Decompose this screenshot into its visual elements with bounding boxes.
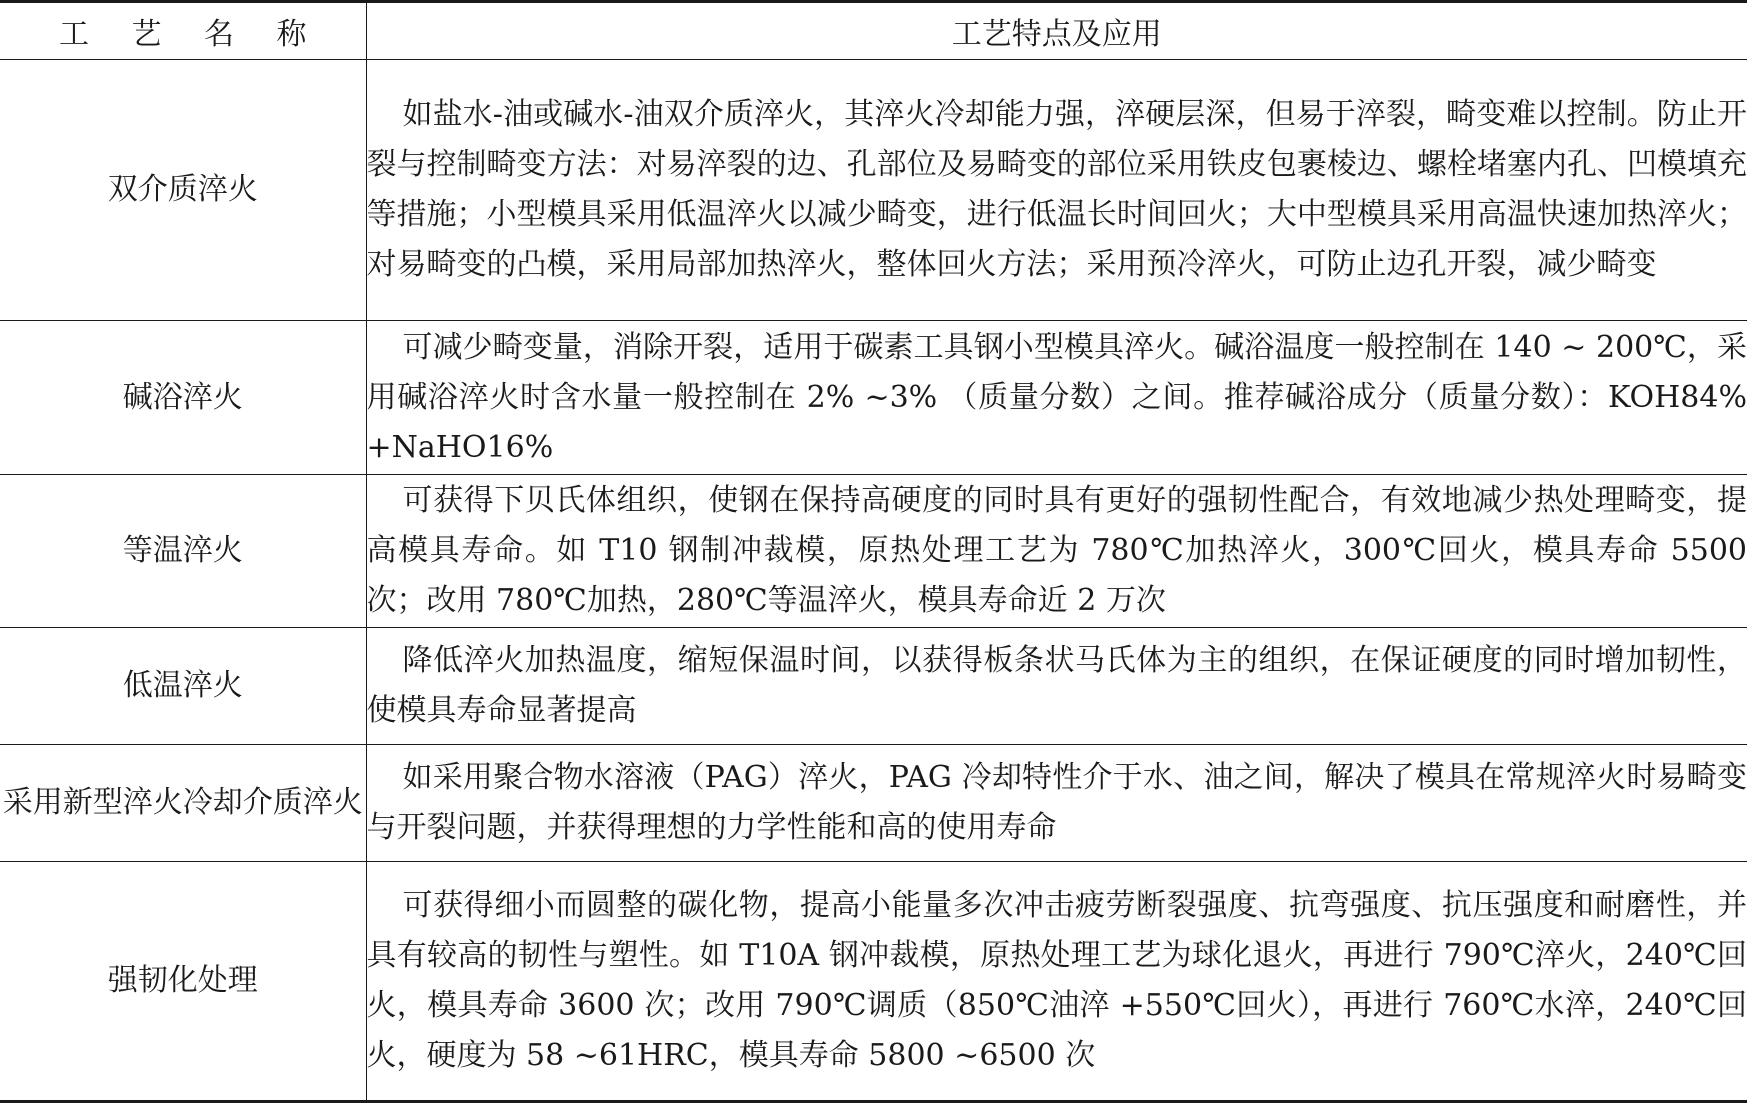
process-description-text: 可获得下贝氏体组织，使钢在保持高硬度的同时具有更好的强韧性配合，有效地减少热处理畸变，提高模具寿命。如 T10 钢制冲裁模，原热处理工艺为 780℃加热淬火，300℃回火，模具寿命 5500 次；改用 780℃加热，280℃等温淬火，模具寿命近 2 万次 xyxy=(367,476,1747,626)
process-description-cell xyxy=(366,60,1747,321)
table-row xyxy=(0,628,1747,745)
header-features-applications: 工艺特点及应用 xyxy=(366,2,1747,60)
process-name-cell: 采用新型淬火冷却介质淬火 xyxy=(0,745,366,862)
process-description-cell xyxy=(366,321,1747,475)
process-description-cell xyxy=(366,628,1747,745)
table-row xyxy=(0,321,1747,475)
header-process-name: 工 艺 名 称 xyxy=(0,2,366,60)
table-body xyxy=(0,60,1747,1102)
table-row xyxy=(0,745,1747,862)
process-description-text: 可获得细小而圆整的碳化物，提高小能量多次冲击疲劳断裂强度、抗弯强度、抗压强度和耐磨性，并具有较高的韧性与塑性。如 T10A 钢冲裁模，原热处理工艺为球化退火，再进行 790℃淬火，240℃回火，模具寿命 3600 次；改用 790℃调质（850℃油淬 +550℃回火），再进行 760℃水淬，240℃回火，硬度为 58 ~61HRC，模具寿命 5800 ~6500 次 xyxy=(367,881,1747,1081)
process-name-cell: 强韧化处理 xyxy=(0,862,366,1102)
table-row xyxy=(0,475,1747,628)
process-description-text: 如盐水-油或碱水-油双介质淬火，其淬火冷却能力强，淬硬层深，但易于淬裂，畸变难以控制。防止开裂与控制畸变方法：对易淬裂的边、孔部位及易畸变的部位采用铁皮包裹棱边、螺栓堵塞内孔、凹模填充等措施；小型模具采用低温淬火以减少畸变，进行低温长时间回火；大中型模具采用高温快速加热淬火；对易畸变的凸模，采用局部加热淬火，整体回火方法；采用预冷淬火，可防止边孔开裂，减少畸变 xyxy=(367,90,1747,290)
process-description-cell xyxy=(366,862,1747,1102)
header-row xyxy=(0,2,1747,60)
process-name-cell: 低温淬火 xyxy=(0,628,366,745)
process-description-text: 如采用聚合物水溶液（PAG）淬火，PAG 冷却特性介于水、油之间，解决了模具在常规淬火时易畸变与开裂问题，并获得理想的力学性能和高的使用寿命 xyxy=(367,753,1747,853)
process-description-cell xyxy=(366,745,1747,862)
table-row xyxy=(0,862,1747,1102)
process-description-text: 可减少畸变量，消除开裂，适用于碳素工具钢小型模具淬火。碱浴温度一般控制在 140 ~ 200℃，采用碱浴淬火时含水量一般控制在 2% ~3% （质量分数）之间。推荐碱浴成分（质量分数）：KOH84% +NaHO16% xyxy=(367,323,1747,473)
table-header xyxy=(0,2,1747,60)
process-name-cell: 等温淬火 xyxy=(0,475,366,628)
table-row xyxy=(0,60,1747,321)
process-description-text: 降低淬火加热温度，缩短保温时间，以获得板条状马氏体为主的组织，在保证硬度的同时增加韧性，使模具寿命显著提高 xyxy=(367,636,1747,736)
process-name-cell: 碱浴淬火 xyxy=(0,321,366,475)
process-description-cell xyxy=(366,475,1747,628)
process-name-cell: 双介质淬火 xyxy=(0,60,366,321)
